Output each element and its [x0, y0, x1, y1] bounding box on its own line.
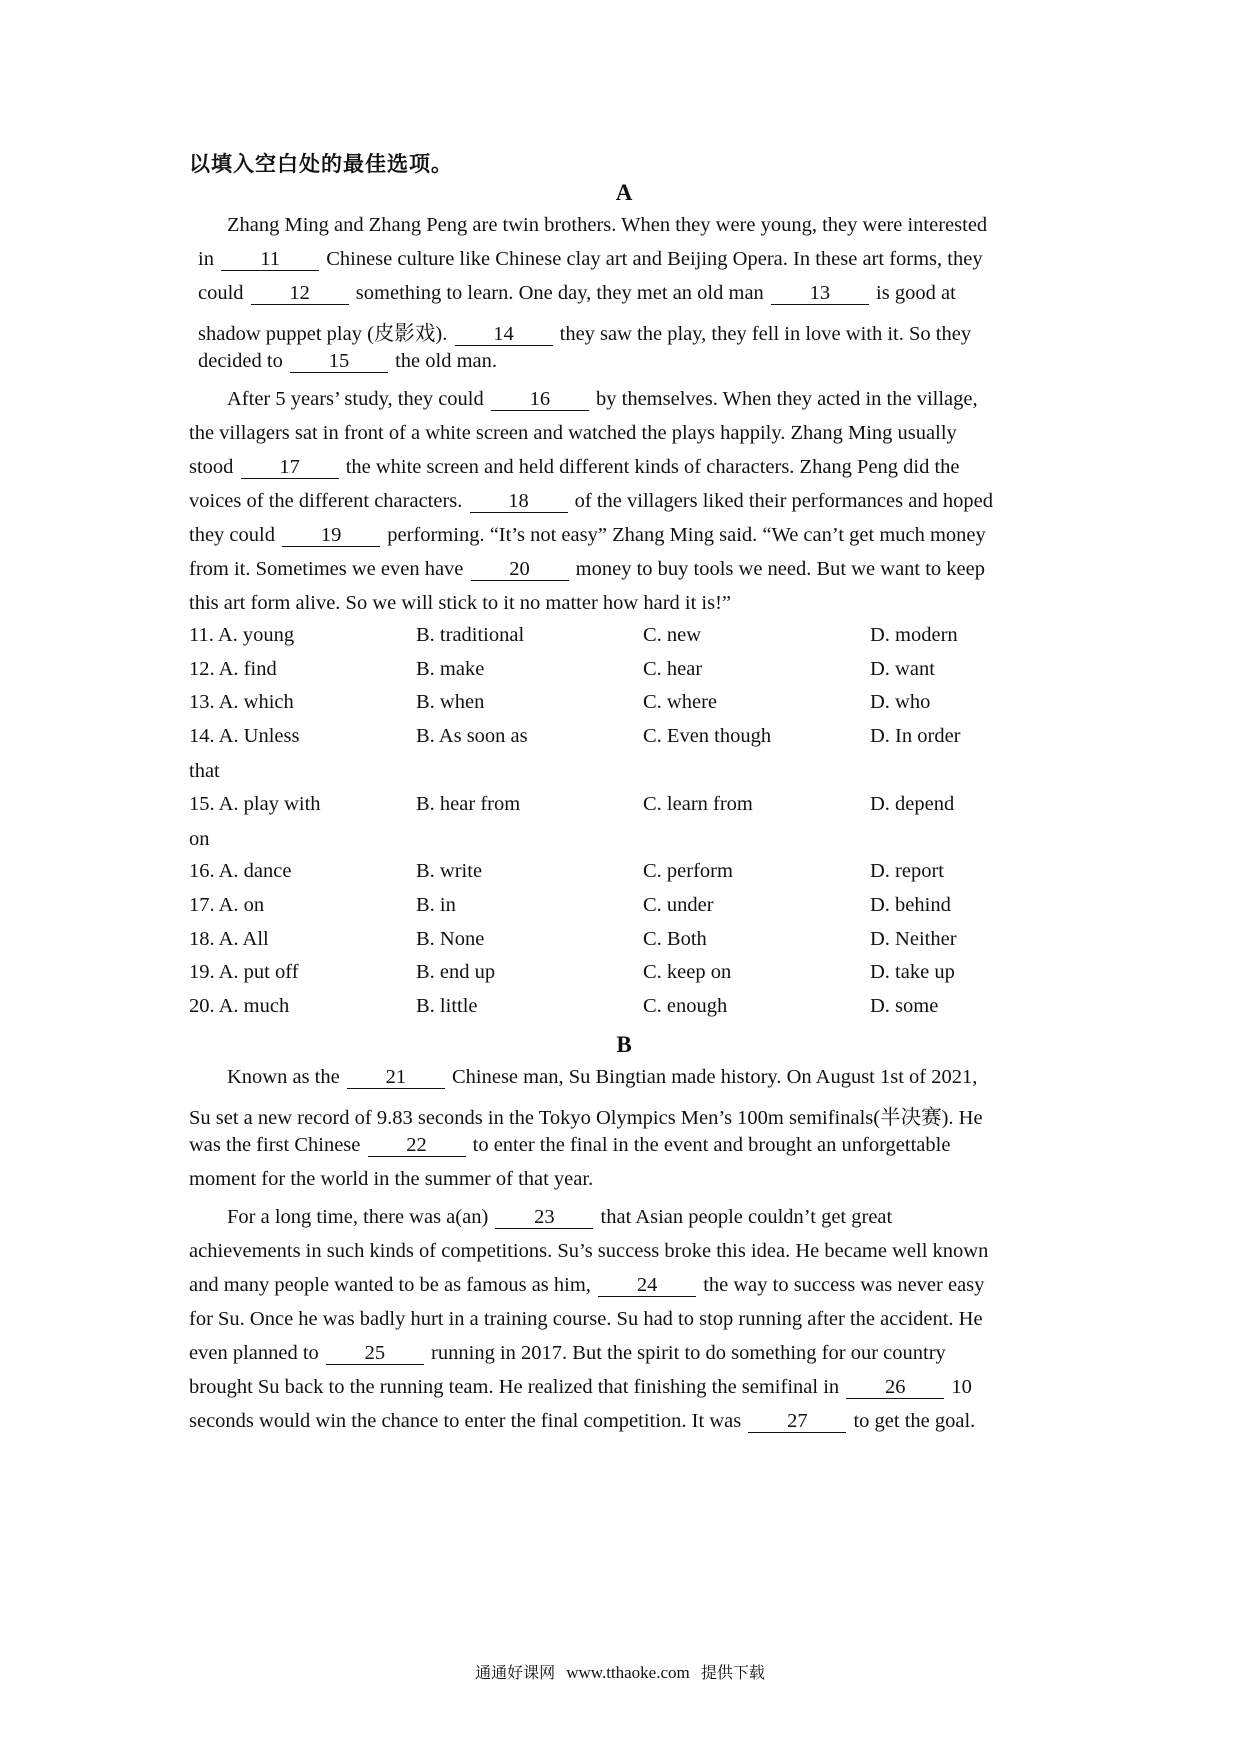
option-choice[interactable]: C. Even though — [643, 725, 772, 747]
section-a-title: A — [615, 180, 633, 205]
passage-text: voices of the different characters. — [189, 490, 468, 512]
passage-text: something to learn. One day, they met an old man — [350, 282, 769, 304]
option-14-wrap: that — [189, 760, 220, 782]
option-choice[interactable]: B. hear from — [416, 793, 521, 815]
passage-text: Chinese man, Su Bingtian made history. On August 1st of 2021, — [446, 1066, 978, 1088]
passage-text: For a long time, there was a(an) — [227, 1206, 494, 1228]
text-line — [189, 456, 960, 479]
text-line — [189, 1134, 950, 1157]
text-line — [198, 282, 956, 305]
text-line — [189, 524, 986, 547]
passage-text: Known as the — [227, 1066, 345, 1088]
passage-text: stood — [189, 456, 239, 478]
answer-blank[interactable]: 15 — [290, 350, 388, 373]
text-line — [198, 350, 497, 373]
option-choice[interactable]: 13. A. which — [189, 691, 294, 713]
option-15-wrap: on — [189, 828, 210, 850]
answer-blank[interactable]: 21 — [347, 1066, 445, 1089]
answer-blank[interactable]: 23 — [495, 1206, 593, 1229]
option-choice[interactable]: C. Both — [643, 928, 707, 950]
passage-text: moment for the world in the summer of that year. — [189, 1168, 594, 1190]
option-choice[interactable]: D. some — [870, 995, 939, 1017]
passage-text: of the villagers liked their performances and hoped — [569, 490, 994, 512]
page-footer — [0, 1660, 1240, 1683]
passage-text: the old man. — [389, 350, 497, 372]
answer-blank[interactable]: 14 — [455, 323, 553, 346]
text-line — [189, 1376, 972, 1399]
option-row — [189, 995, 1069, 1025]
option-choice[interactable]: D. who — [870, 691, 931, 713]
option-row — [189, 961, 1069, 991]
answer-blank[interactable]: 16 — [491, 388, 589, 411]
text-line — [189, 1168, 593, 1191]
answer-blank[interactable]: 18 — [470, 490, 568, 513]
footer-site-name: 通通好课网 — [475, 1663, 556, 1682]
text-line — [189, 1274, 984, 1297]
passage-text: money to buy tools we need. But we want to keep — [570, 558, 986, 580]
option-choice[interactable]: 11. A. young — [189, 624, 295, 646]
option-choice[interactable]: C. where — [643, 691, 718, 713]
passage-text: even planned to — [189, 1342, 324, 1364]
passage-text: that Asian people couldn’t get great — [595, 1206, 893, 1228]
passage-text: decided to — [198, 350, 288, 372]
text-line — [189, 1100, 983, 1130]
option-choice[interactable]: B. write — [416, 860, 483, 882]
option-row — [189, 793, 1069, 823]
option-choice[interactable]: D. report — [870, 860, 945, 882]
option-row — [189, 691, 1069, 721]
passage-text: they could — [189, 524, 281, 546]
text-line — [198, 248, 983, 271]
option-choice[interactable]: C. learn from — [643, 793, 753, 815]
passage-text: Zhang Ming and Zhang Peng are twin brothers. When they were young, they were interested — [227, 214, 988, 236]
answer-blank[interactable]: 19 — [282, 524, 380, 547]
text-line — [227, 214, 987, 237]
passage-text: in — [198, 248, 220, 270]
passage-text: brought Su back to the running team. He realized that finishing the semifinal in — [189, 1376, 845, 1398]
option-choice[interactable]: 19. A. put off — [189, 961, 299, 983]
passage-text: could — [198, 282, 249, 304]
passage-text: is good at — [870, 282, 956, 304]
answer-blank[interactable]: 24 — [598, 1274, 696, 1297]
text-line — [227, 1066, 977, 1089]
passage-text: they saw the play, they fell in love with it. So they — [554, 323, 972, 345]
passage-text: the white screen and held different kinds of characters. Zhang Peng did the — [340, 456, 960, 478]
text-line — [198, 316, 971, 346]
option-choice[interactable]: 18. A. All — [189, 928, 269, 950]
passage-text: and many people wanted to be as famous as him, — [189, 1274, 597, 1296]
passage-text: by themselves. When they acted in the village, — [590, 388, 978, 410]
answer-blank[interactable]: 17 — [241, 456, 339, 479]
option-choice[interactable]: 16. A. dance — [189, 860, 292, 882]
option-row — [189, 624, 1069, 654]
answer-blank[interactable]: 22 — [368, 1134, 466, 1157]
text-line — [189, 1308, 983, 1331]
option-choice[interactable]: C. perform — [643, 860, 733, 882]
text-line — [189, 1342, 946, 1365]
passage-text: shadow puppet play (皮影戏). — [198, 323, 453, 345]
passage-text: the way to success was never easy — [698, 1274, 985, 1296]
option-choice[interactable]: B. end up — [416, 961, 496, 983]
option-choice[interactable]: C. keep on — [643, 961, 732, 983]
passage-text: seconds would win the chance to enter the final competition. It was — [189, 1410, 747, 1432]
passage-text: Chinese culture like Chinese clay art and Beijing Opera. In these art forms, they — [321, 248, 983, 270]
option-row — [189, 928, 1069, 958]
answer-blank[interactable]: 25 — [326, 1342, 424, 1365]
passage-text: running in 2017. But the spirit to do something for our country — [425, 1342, 946, 1364]
option-choice[interactable]: B. little — [416, 995, 478, 1017]
option-choice[interactable]: B. make — [416, 658, 485, 680]
passage-text: 10 — [946, 1376, 972, 1398]
option-choice[interactable]: D. In order — [870, 725, 961, 747]
footer-note: 提供下载 — [700, 1663, 765, 1682]
option-choice[interactable]: C. hear — [643, 658, 703, 680]
passage-text: was the first Chinese — [189, 1134, 366, 1156]
answer-blank[interactable]: 11 — [221, 248, 319, 271]
option-choice[interactable]: B. As soon as — [416, 725, 528, 747]
instruction-header: 以填入空白处的最佳选项。 — [189, 152, 453, 176]
text-line — [189, 490, 993, 513]
text-line — [189, 1410, 975, 1433]
answer-blank[interactable]: 13 — [771, 282, 869, 305]
passage-text: for Su. Once he was badly hurt in a training course. Su had to stop running after the accident. He — [189, 1308, 983, 1330]
option-choice[interactable]: D. Neither — [870, 928, 957, 950]
answer-blank[interactable]: 26 — [846, 1376, 944, 1399]
option-choice[interactable]: 17. A. on — [189, 894, 265, 916]
footer-url[interactable]: www.tthaoke.com — [566, 1663, 690, 1682]
passage-text: the villagers sat in front of a white screen and watched the plays happily. Zhang Ming usually — [189, 422, 957, 444]
option-choice[interactable]: 15. A. play with — [189, 793, 321, 815]
option-choice[interactable]: C. new — [643, 624, 702, 646]
option-choice[interactable]: D. want — [870, 658, 935, 680]
option-row — [189, 860, 1069, 890]
option-row — [189, 725, 1069, 755]
passage-text: performing. “It’s not easy” Zhang Ming said. “We can’t get much money — [382, 524, 986, 546]
passage-text: After 5 years’ study, they could — [227, 388, 489, 410]
passage-text: this art form alive. So we will stick to it no matter how hard it is!” — [189, 592, 732, 614]
option-choice[interactable]: B. in — [416, 894, 456, 916]
text-line — [189, 592, 731, 615]
passage-text: achievements in such kinds of competitions. Su’s success broke this idea. He became well known — [189, 1240, 989, 1262]
passage-text: from it. Sometimes we even have — [189, 558, 469, 580]
text-line — [227, 1206, 892, 1229]
option-choice[interactable]: 20. A. much — [189, 995, 290, 1017]
section-b-title: B — [616, 1032, 632, 1057]
answer-blank[interactable]: 27 — [748, 1410, 846, 1433]
text-line — [227, 388, 978, 411]
option-choice[interactable]: B. when — [416, 691, 485, 713]
option-row — [189, 894, 1069, 924]
passage-text: to get the goal. — [848, 1410, 976, 1432]
option-choice[interactable]: B. None — [416, 928, 485, 950]
option-choice[interactable]: B. traditional — [416, 624, 525, 646]
option-choice[interactable]: C. enough — [643, 995, 728, 1017]
text-line — [189, 422, 957, 445]
text-line — [189, 1240, 988, 1263]
option-choice[interactable]: D. modern — [870, 624, 958, 646]
answer-blank[interactable]: 20 — [471, 558, 569, 581]
text-line — [189, 558, 985, 581]
option-row — [189, 658, 1069, 688]
option-choice[interactable]: C. under — [643, 894, 714, 916]
passage-text: to enter the final in the event and brought an unforgettable — [467, 1134, 951, 1156]
option-choice[interactable]: D. depend — [870, 793, 955, 815]
option-choice[interactable]: D. take up — [870, 961, 955, 983]
option-choice[interactable]: 12. A. find — [189, 658, 277, 680]
option-choice[interactable]: D. behind — [870, 894, 951, 916]
answer-blank[interactable]: 12 — [251, 282, 349, 305]
passage-text: Su set a new record of 9.83 seconds in the Tokyo Olympics Men’s 100m semifinals(半决赛). He — [189, 1107, 983, 1129]
option-choice[interactable]: 14. A. Unless — [189, 725, 300, 747]
